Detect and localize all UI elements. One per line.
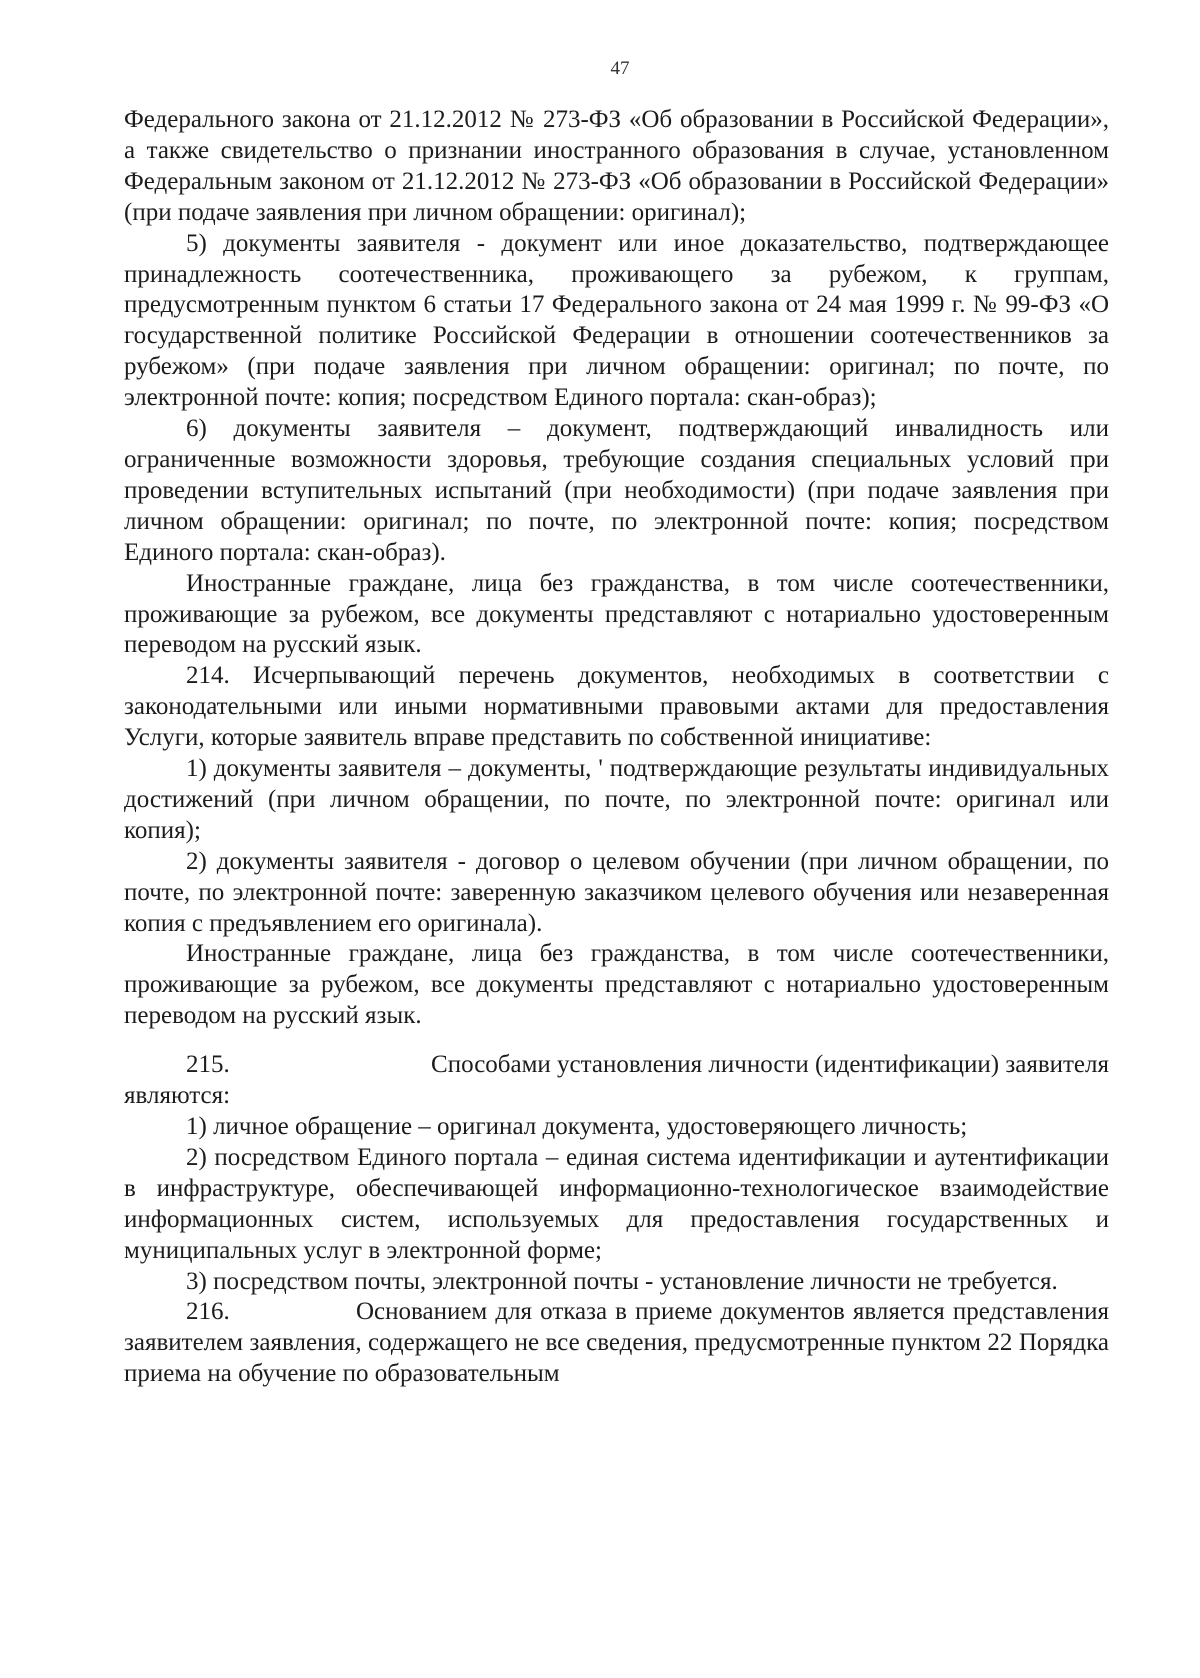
page-number: 47 [610, 58, 630, 79]
item-215-continuation: являются: [124, 1082, 231, 1110]
paragraph-215-item-2: 2) посредством Единого портала – единая система идентификации и аутентификации в инфраструктуре, обеспечивающей информационно-технологическое взаимодействие информационных систем, используемых для предоставления государственных и муниципальных услуг в электронной форме; [124, 1143, 1109, 1264]
paragraph-215 [124, 1050, 1109, 1112]
paragraph-foreign-citizens: Иностранные граждане, лица без гражданства, в том числе соотечественники, проживающие за рубежом, все документы представляют с нотариально удостоверенным переводом на русский язык. [124, 569, 1109, 659]
paragraph-215-item-3: 3) посредством почты, электронной почты - установление личности не требуется. [186, 1267, 1058, 1295]
item-216-text: Основанием для отказа в приеме документов является представления заявителем заявления, содержащего не все сведения, предусмотренные пунктом 22 Порядка приема на обучение по образовательным [124, 1298, 1109, 1388]
item-216-number: 216. [186, 1298, 230, 1326]
paragraph-continuation: Федерального закона от 21.12.2012 № 273-ФЗ «Об образовании в Российской Федерации», а также свидетельство о признании иностранного образования в случае, установленном Федеральным законом от 21.12.2012 № 273-ФЗ «Об образовании в Российской Федерации» (при подаче заявления при личном обращении: оригинал); [124, 106, 1109, 226]
paragraph-214: 214. Исчерпывающий перечень документов, необходимых в соответствии с законодательными или иными нормативными правовыми актами для предоставления Услуги, которые заявитель вправе представить по собственной инициативе: [124, 662, 1109, 752]
item-215-heading: Способами установления личности (идентификации) заявителя [431, 1051, 1109, 1079]
paragraph-214-item-1: 1) документы заявителя – документы, ' подтверждающие результаты индивидуальных достижений (при личном обращении, по почте, по электронной почте: оригинал или копия); [124, 755, 1109, 844]
paragraph-214-item-2: 2) документы заявителя - договор о целевом обучении (при личном обращении, по почте, по электронной почте: заверенную заказчиком целевого обучения или незаверенная копия с предъявлением его оригинала). [124, 847, 1109, 937]
paragraph-foreign-citizens-2: Иностранные граждане, лица без гражданства, в том числе соотечественники, проживающие за рубежом, все документы представляют с нотариально удостоверенным переводом на русский язык. [124, 940, 1109, 1030]
document-body [124, 105, 1109, 1390]
paragraph-216 [124, 1297, 1109, 1390]
paragraph-item-5: 5) документы заявителя - документ или иное доказательство, подтверждающее принадлежность соотечественника, проживающего за рубежом, к группам, предусмотренным пунктом 6 статьи 17 Федерального закона от 24 мая 1999 г. № 99-ФЗ «О государственной политике Российской Федерации в отношении соотечественников за рубежом» (при подаче заявления при личном обращении: оригинал; по почте, по электронной почте: копия; посредством Единого портала: скан-образ); [124, 229, 1109, 412]
paragraph-item-6: 6) документы заявителя – документ, подтверждающий инвалидность или ограниченные возможности здоровья, требующие создания специальных условий при проведении вступительных испытаний (при необходимости) (при подаче заявления при личном обращении: оригинал; по почте, по электронной почте: копия; посредством Единого портала: скан-образ). [124, 415, 1109, 566]
item-215-number: 215. [186, 1051, 230, 1079]
paragraph-215-item-1: 1) личное обращение – оригинал документа, удостоверяющего личность; [186, 1113, 968, 1140]
